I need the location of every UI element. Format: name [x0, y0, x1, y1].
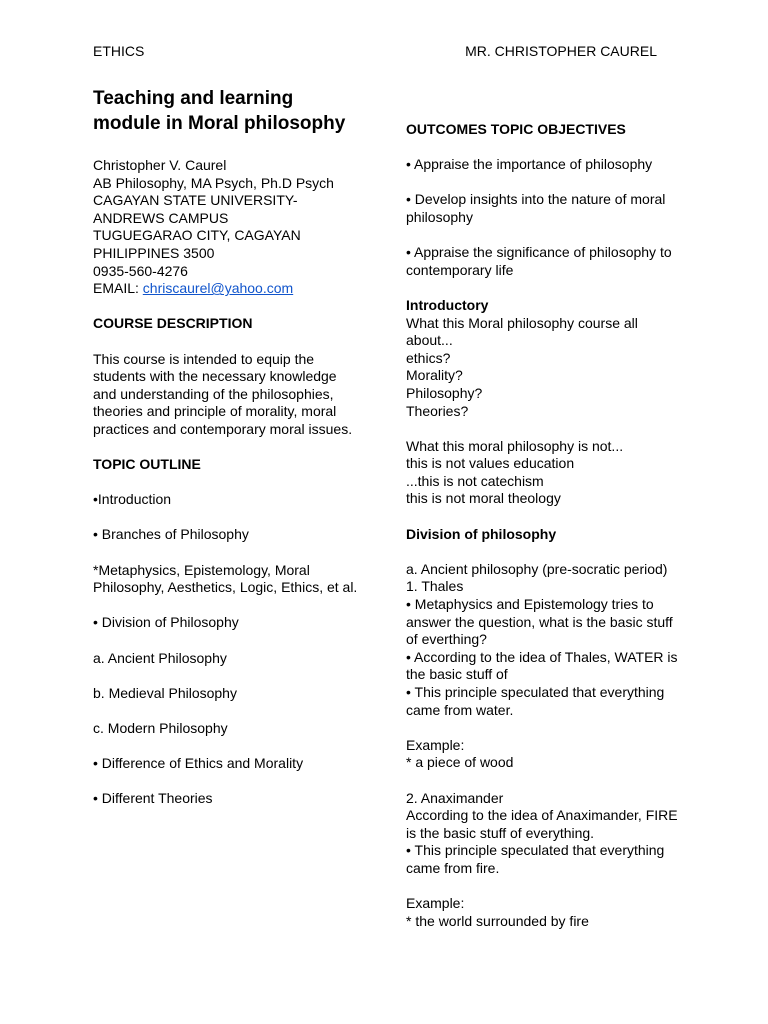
- example-text: * a piece of wood: [406, 754, 514, 771]
- division-line: According to the idea of Anaximander, FIRE is the basic stuff of everything.: [406, 807, 678, 841]
- header-subject: ETHICS: [93, 43, 145, 59]
- author-phone: 0935-560-4276: [93, 262, 188, 279]
- right-column: [406, 121, 678, 930]
- outline-item: •Introduction: [93, 491, 172, 508]
- author-school-line-1: CAGAYAN STATE UNIVERSITY-: [93, 192, 298, 209]
- header-author: MR. CHRISTOPHER CAUREL: [465, 43, 657, 59]
- author-email-line: [93, 280, 361, 298]
- outline-item: • Division of Philosophy: [93, 614, 239, 631]
- topic-outline-heading: TOPIC OUTLINE: [93, 456, 201, 473]
- outcome-item: • Appraise the significance of philosophy to contemporary life: [406, 244, 672, 278]
- division-line: • Metaphysics and Epistemology tries to answer the question, what is the basic stuff of everthing?: [406, 596, 673, 648]
- email-label: EMAIL:: [93, 280, 143, 297]
- not-line: ...this is not catechism: [406, 472, 544, 489]
- course-description-heading: COURSE DESCRIPTION: [93, 315, 253, 332]
- author-city: TUGUEGARAO CITY, CAGAYAN: [93, 227, 301, 244]
- example-label: Example:: [406, 895, 465, 912]
- author-country: PHILIPPINES 3500: [93, 244, 215, 261]
- division-line: 2. Anaximander: [406, 789, 504, 806]
- division-line: 1. Thales: [406, 578, 464, 595]
- email-link[interactable]: chriscaurel@yahoo.com: [142, 280, 294, 297]
- division-line: • According to the idea of Thales, WATER is the basic stuff of: [406, 648, 678, 683]
- author-degrees: AB Philosophy, MA Psych, Ph.D Psych: [93, 174, 334, 191]
- not-line: What this moral philosophy is not...: [406, 437, 624, 454]
- not-line: this is not moral theology: [406, 490, 561, 507]
- outline-item: b. Medieval Philosophy: [93, 684, 237, 701]
- course-description-text: This course is intended to equip the students with the necessary knowledge and understanding of the philosophies, theories and principle of morality, moral practices and contemporary moral issues.: [93, 350, 353, 437]
- example-text: * the world surrounded by fire: [406, 912, 589, 929]
- outline-item: • Different Theories: [93, 790, 213, 807]
- outline-item: • Difference of Ethics and Morality: [93, 755, 304, 772]
- introductory-heading: Introductory: [406, 296, 489, 313]
- example-label: Example:: [406, 736, 465, 753]
- introductory-line: Theories?: [406, 402, 469, 419]
- division-heading: Division of philosophy: [406, 525, 557, 542]
- outcomes-heading: OUTCOMES TOPIC OBJECTIVES: [406, 121, 626, 137]
- author-block: [93, 157, 361, 298]
- author-school-line-2: ANDREWS CAMPUS: [93, 209, 229, 226]
- outcome-item: • Develop insights into the nature of moral philosophy: [406, 191, 666, 225]
- division-line: • This principle speculated that everything came from fire.: [406, 842, 665, 876]
- division-line: • This principle speculated that everything came from water.: [406, 684, 665, 718]
- outline-item: • Branches of Philosophy: [93, 526, 249, 543]
- outcome-item: • Appraise the importance of philosophy: [406, 156, 653, 173]
- document-title: Teaching and learning module in Moral philosophy: [93, 88, 346, 134]
- not-line: this is not values education: [406, 455, 575, 472]
- outline-item: a. Ancient Philosophy: [93, 649, 227, 666]
- introductory-line: What this Moral philosophy course all about...: [406, 314, 638, 349]
- left-column: [93, 86, 361, 808]
- introductory-line: Morality?: [406, 367, 463, 384]
- author-name: Christopher V. Caurel: [93, 157, 227, 173]
- division-line: a. Ancient philosophy (pre-socratic period): [406, 560, 668, 577]
- introductory-line: Philosophy?: [406, 384, 483, 401]
- introductory-line: ethics?: [406, 349, 451, 366]
- outline-item: *Metaphysics, Epistemology, Moral Philosophy, Aesthetics, Logic, Ethics, et al.: [93, 561, 358, 596]
- outline-item: c. Modern Philosophy: [93, 720, 228, 736]
